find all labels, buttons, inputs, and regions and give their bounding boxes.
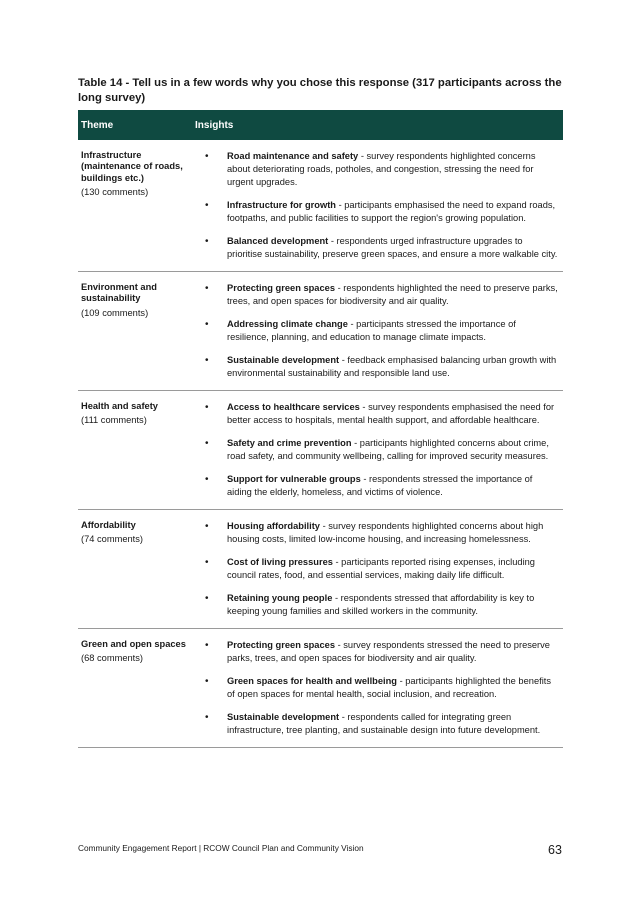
theme-name: Green and open spaces: [81, 639, 186, 649]
bullet-icon: •: [205, 438, 209, 449]
insight-text: - participants highlighted the benefits of open spaces for mental health, social inclusion, and recreation.: [227, 676, 551, 699]
insights-list: [192, 401, 563, 499]
insight-label: Infrastructure for growth: [227, 200, 336, 210]
table-row: [78, 629, 563, 748]
list-item: [192, 437, 563, 463]
list-item: [192, 401, 563, 427]
table-header-row: [78, 110, 563, 140]
theme-comment-count: (111 comments): [81, 415, 147, 426]
bullet-icon: •: [205, 200, 209, 211]
insight-text: - survey respondents stressed the need to preserve parks, trees, and open spaces for biodiversity and air quality.: [227, 640, 550, 663]
theme-comment-count: (130 comments): [81, 186, 149, 197]
insight-text: - survey respondents highlighted concerns about deteriorating roads, potholes, and congestion, stressing the need for urgent upgrades.: [227, 151, 536, 187]
table-row: [78, 510, 563, 629]
list-item: [192, 318, 563, 344]
insights-list: [192, 639, 563, 737]
insight-label: Safety and crime prevention: [227, 438, 352, 448]
insight-label: Support for vulnerable groups: [227, 474, 361, 484]
insight-text: - survey respondents emphasised the need for better access to hospitals, mental health support, and affordable healthcare.: [227, 402, 555, 425]
theme-comment-count: (109 comments): [81, 307, 149, 318]
theme-name: Health and safety: [81, 401, 158, 411]
insight-label: Green spaces for health and wellbeing: [227, 676, 397, 686]
insight-text: - participants highlighted concerns about crime, road safety, and community wellbeing, calling for improved security measures.: [227, 438, 549, 461]
insight-label: Protecting green spaces: [227, 640, 335, 650]
list-item: [192, 639, 563, 665]
list-item: [192, 282, 563, 308]
list-item: [192, 711, 563, 737]
bullet-icon: •: [205, 676, 209, 687]
table-row: [78, 391, 563, 510]
header-insights: Insights: [192, 110, 563, 140]
list-item: [192, 556, 563, 582]
insight-text: - respondents stressed the importance of aiding the elderly, homeless, and victims of violence.: [227, 474, 533, 497]
insights-cell: [192, 629, 563, 748]
list-item: [192, 354, 563, 380]
theme-comment-count: (68 comments): [81, 653, 143, 664]
list-item: [192, 150, 563, 189]
list-item: [192, 473, 563, 499]
bullet-icon: •: [205, 474, 209, 485]
bullet-icon: •: [205, 319, 209, 330]
insight-label: Addressing climate change: [227, 319, 348, 329]
bullet-icon: •: [205, 593, 209, 604]
insight-text: - respondents called for integrating green infrastructure, tree planting, and sustainable design into future development.: [227, 712, 541, 735]
insight-label: Road maintenance and safety: [227, 151, 359, 161]
bullet-icon: •: [205, 151, 209, 162]
bullet-icon: •: [205, 712, 209, 723]
insights-list: [192, 150, 563, 261]
insight-text: - respondents urged infrastructure upgrades to prioritise sustainability, preserve green spaces, and ensure a more walkable city.: [227, 236, 558, 259]
table-caption: Table 14 - Tell us in a few words why you chose this response (317 participants across the long survey): [78, 77, 562, 104]
bullet-icon: •: [205, 355, 209, 366]
insight-label: Retaining young people: [227, 593, 333, 603]
bullet-icon: •: [205, 557, 209, 568]
bullet-icon: •: [205, 640, 209, 651]
insight-label: Cost of living pressures: [227, 557, 333, 567]
insight-label: Housing affordability: [227, 521, 320, 531]
insight-label: Sustainable development: [227, 712, 340, 722]
insight-text: - respondents highlighted the need to preserve parks, trees, and open spaces for biodiversity and air quality.: [227, 283, 558, 306]
theme-cell: [78, 629, 192, 748]
insights-list: [192, 520, 563, 618]
table-row: [78, 272, 563, 391]
insights-cell: [192, 272, 563, 391]
theme-comment-count: (74 comments): [81, 534, 143, 545]
insights-cell: [192, 391, 563, 510]
insight-label: Protecting green spaces: [227, 283, 335, 293]
insights-list: [192, 282, 563, 380]
insight-text: - participants reported rising expenses, including council rates, food, and essential services, making daily life difficult.: [227, 557, 535, 580]
footer-text: Community Engagement Report | RCOW Council Plan and Community Vision: [78, 843, 364, 853]
bullet-icon: •: [205, 283, 209, 294]
theme-name: Infrastructure (maintenance of roads, buildings etc.): [81, 150, 183, 183]
insights-cell: [192, 510, 563, 629]
theme-cell: [78, 391, 192, 510]
insight-text: - survey respondents highlighted concerns about high housing costs, limited low-income housing, and increasing homelessness.: [227, 521, 544, 544]
insight-text: - participants stressed the importance of resilience, planning, and education to manage climate impacts.: [227, 319, 516, 342]
list-item: [192, 675, 563, 701]
bullet-icon: •: [205, 521, 209, 532]
list-item: [192, 235, 563, 261]
list-item: [192, 520, 563, 546]
insight-label: Access to healthcare services: [227, 402, 360, 412]
insight-text: - participants emphasised the need to expand roads, footpaths, and public facilities to support the region's growing population.: [227, 200, 556, 223]
theme-cell: [78, 272, 192, 391]
table-row: [78, 140, 563, 272]
bullet-icon: •: [205, 236, 209, 247]
theme-name: Environment and sustainability: [81, 282, 157, 304]
header-theme: Theme: [78, 110, 192, 140]
insight-text: - feedback emphasised balancing urban growth with environmental sustainability and responsible land use.: [227, 355, 557, 378]
list-item: [192, 592, 563, 618]
insights-cell: [192, 140, 563, 272]
list-item: [192, 199, 563, 225]
insights-table: [78, 110, 563, 748]
insight-label: Balanced development: [227, 236, 329, 246]
bullet-icon: •: [205, 402, 209, 413]
insight-text: - respondents stressed that affordability is key to keeping young families and skilled workers in the community.: [227, 593, 535, 616]
theme-cell: [78, 510, 192, 629]
theme-name: Affordability: [81, 520, 136, 530]
page-number: 63: [548, 843, 562, 857]
theme-cell: [78, 140, 192, 272]
insight-label: Sustainable development: [227, 355, 340, 365]
